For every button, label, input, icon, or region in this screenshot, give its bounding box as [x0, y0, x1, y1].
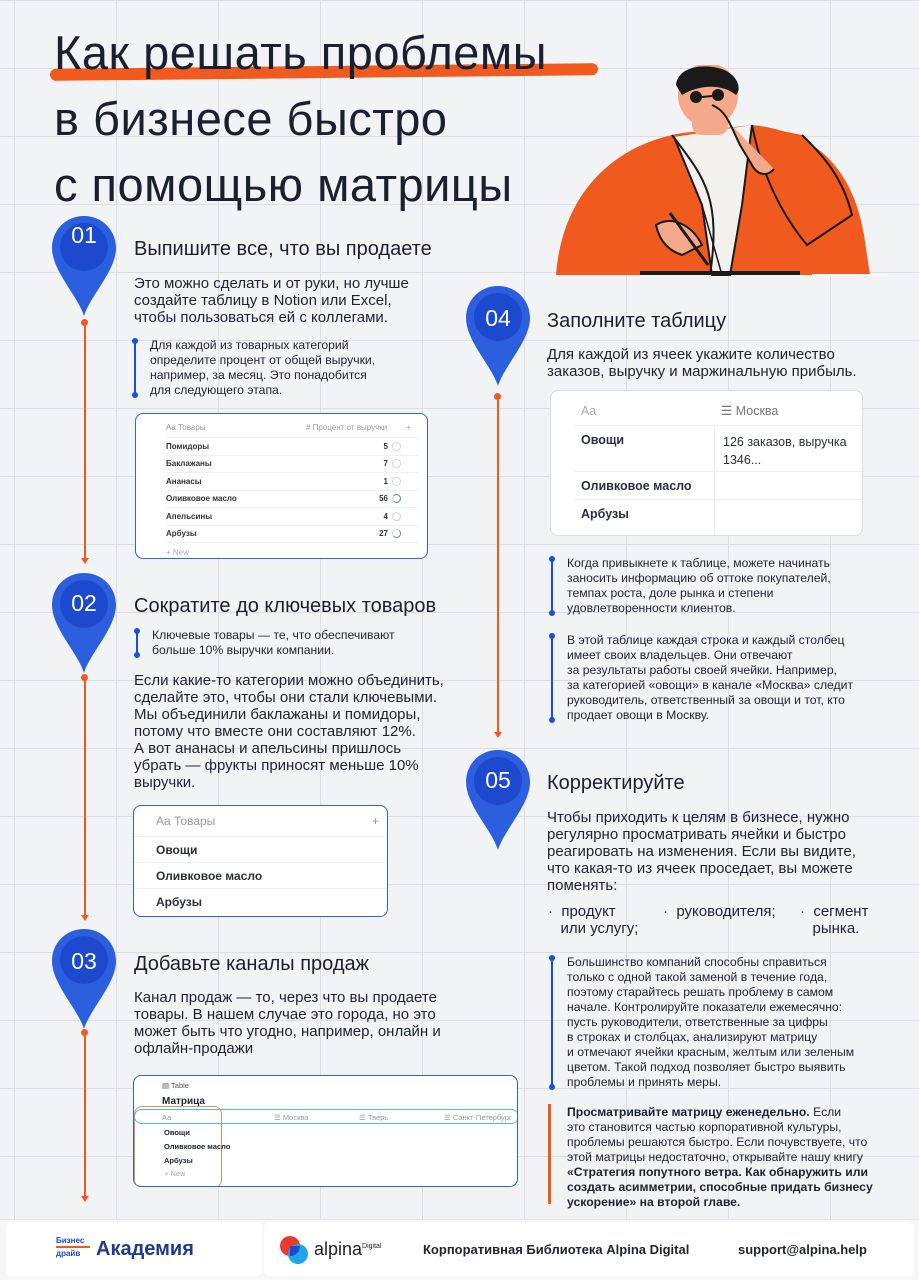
matrix-table: ▤ Table Матрица Aa ☰ Москва ☰ Тверь ☰ Санкт-Петербург Овощи Оливковое масло Арбузы + New [133, 1075, 518, 1187]
table-row: Оливковое масло 56 [166, 491, 419, 509]
weekly-review-note: Просматривайте матрицу еженедельно. Если это становится частью корпоративной культуры, проблемы решаются быстро. Если почувствуете, что этой матрицы недостаточно, открывайте нашу книгу «Стратегия попутного ветра. Как обнаружить или создать асимметрии, способные придать бизнесу ускорение» на второй главе. [567, 1105, 873, 1209]
fill-table: Aa ☰ Москва Овощи 126 заказов, выручка 1346... Оливковое масло Арбузы [550, 390, 863, 536]
step-title: Сократите до ключевых товаров [134, 595, 437, 617]
step-body: Для каждой из ячеек укажите количество заказов, выручку и маржинальную прибыль. [547, 346, 857, 380]
new-row-button[interactable]: + New [166, 547, 189, 557]
step-body: Это можно сделать и от руки, но лучше создайте таблицу в Notion или Excel, чтобы пользоваться ей с коллегами. [134, 275, 409, 326]
table-row: Ананасы 1 [166, 473, 419, 491]
new-row-button[interactable]: + New [164, 1169, 186, 1178]
list-item: · руководителя; [663, 903, 776, 920]
step-body: Чтобы приходить к целям в бизнесе, нужно регулярно просматривать ячейки и быстро реагировать на изменения. Если вы видите, что какая-то из ячеек проседает, вы можете поменять: [547, 809, 856, 894]
table-row: Оливковое масло [164, 1142, 231, 1151]
add-column-button[interactable]: + [371, 814, 379, 828]
table-row: Овощи [581, 433, 625, 447]
progress-ring-icon [392, 477, 401, 486]
table-row: Арбузы [134, 888, 387, 914]
progress-ring-icon [392, 494, 401, 503]
step-title: Добавьте каналы продаж [134, 953, 369, 975]
table-row: Баклажаны 7 [166, 456, 419, 474]
column-header: ☰ Санкт-Петербург [444, 1113, 512, 1122]
footer-alpina [264, 1222, 914, 1276]
column-header: ☰ Москва [721, 404, 779, 418]
timeline-arrow [81, 558, 89, 564]
step-title: Выпишите все, что вы продаете [134, 238, 432, 260]
timeline-arrow [494, 732, 502, 738]
step-note: Для каждой из товарных категорий определите процент от общей выручки, например, за месяц. Это понадобится для следующего этапа. [134, 338, 434, 398]
footer-academy [6, 1222, 262, 1276]
column-header: # Процент от выручки [306, 423, 388, 432]
step-pin-05 [466, 750, 530, 850]
table-row: Овощи [134, 836, 387, 862]
list-item: · продукт или услугу; [548, 903, 639, 937]
step-title: Корректируйте [547, 772, 685, 794]
step-number: 05 [485, 767, 511, 793]
timeline-line [497, 398, 499, 734]
thinking-person-illustration [552, 65, 888, 280]
alpina-logo-icon [278, 1234, 310, 1266]
step-title: Заполните таблицу [547, 310, 727, 332]
column-header: ☰ Тверь [359, 1113, 389, 1122]
progress-ring-icon [392, 529, 401, 538]
table-header: Aa Товары + [156, 814, 379, 828]
timeline-line [84, 679, 86, 917]
step-note: Большинство компаний способны справиться только с одной такой заменой в течение года, поэтому старайтесь решать проблему в самом начале. Контролируйте показатели ежемесячно: пусть руководители, ответственные за цифры в строках и столбцах, анализируют матрицу и отмечают ячейки красным, желтым или зеленым цветом. Такой подход позволяет быстро выявить проблемы и принять меры. [551, 955, 886, 1090]
academy-label: Академия [96, 1238, 194, 1260]
progress-ring-icon [392, 512, 401, 521]
timeline-line [84, 324, 86, 560]
progress-ring-icon [392, 459, 401, 468]
column-header: ☰ Москва [274, 1113, 309, 1122]
step-pin-03 [52, 929, 116, 1029]
table-cell: 126 заказов, выручка 1346... [723, 435, 847, 467]
step-note: Когда привыкнете к таблице, можете начинать заносить информацию об оттоке покупателей, темпах роста, доле рынка и степени удовлетворенности клиентов. [551, 556, 881, 616]
table-tag: ▤ Table [162, 1081, 189, 1090]
step-number: 03 [71, 948, 97, 974]
step-number: 02 [71, 590, 97, 616]
table-row: Арбузы [581, 507, 629, 521]
library-label: Корпоративная Библиотека Alpina Digital [423, 1242, 690, 1257]
table-row: Арбузы 27 [166, 526, 419, 544]
step-body: Если какие-то категории можно объединить, сделайте это, чтобы они стали ключевыми. Мы объединили баклажаны и помидоры, потому что вместе они составляют 12%. А вот ананасы и апельсины пришлось убрать — фрукты приносят меньше 10% выручки. [134, 672, 444, 791]
add-column-button[interactable]: + [406, 423, 411, 432]
step-note: В этой таблице каждая строка и каждый столбец имеет своих владельцев. Они отвечают за результаты работы своей ячейки. Например, за категорией «овощи» в канале «Москва» следит руководитель, ответственный за овощи и тот, кто продает овощи в Москву. [551, 633, 881, 723]
table-row: Помидоры 5 [166, 438, 419, 456]
page-title: Как решать проблемы в бизнесе быстро с помощью матрицы [54, 20, 547, 218]
step-pin-02 [52, 573, 116, 673]
key-products-table [133, 805, 388, 917]
alpina-wordmark: alpina$^{Digital}$ [314, 1239, 382, 1259]
timeline-arrow [81, 1196, 89, 1202]
step-note: Ключевые товары — те, что обеспечивают больше 10% выручки компании. [136, 628, 446, 658]
timeline-arrow [81, 915, 89, 921]
table-row: Оливковое масло [134, 862, 387, 888]
timeline-line [84, 1034, 86, 1198]
list-item: · сегмент рынка. [800, 903, 869, 937]
table-header [166, 418, 419, 438]
step-number: 01 [71, 222, 97, 248]
support-email-link[interactable]: support@alpina.help [738, 1242, 867, 1257]
business-drive-logo: Бизнес драйв [56, 1236, 90, 1258]
table-row: Апельсины 4 [166, 508, 419, 526]
table-row: Овощи [164, 1128, 190, 1137]
table-row: Оливковое масло [581, 479, 692, 493]
progress-ring-icon [392, 442, 401, 451]
step-body: Канал продаж — то, через что вы продаете товары. В нашем случае это города, но это может быть что угодно, например, онлайн и офлайн-продажи [134, 989, 441, 1057]
highlight-bar [548, 1104, 551, 1204]
step-pin-04 [466, 286, 530, 386]
column-header: Aa Товары [166, 423, 206, 432]
table-name: Матрица [162, 1096, 205, 1107]
products-table [135, 413, 428, 559]
step-number: 04 [485, 305, 511, 331]
table-row: Арбузы [164, 1156, 193, 1165]
